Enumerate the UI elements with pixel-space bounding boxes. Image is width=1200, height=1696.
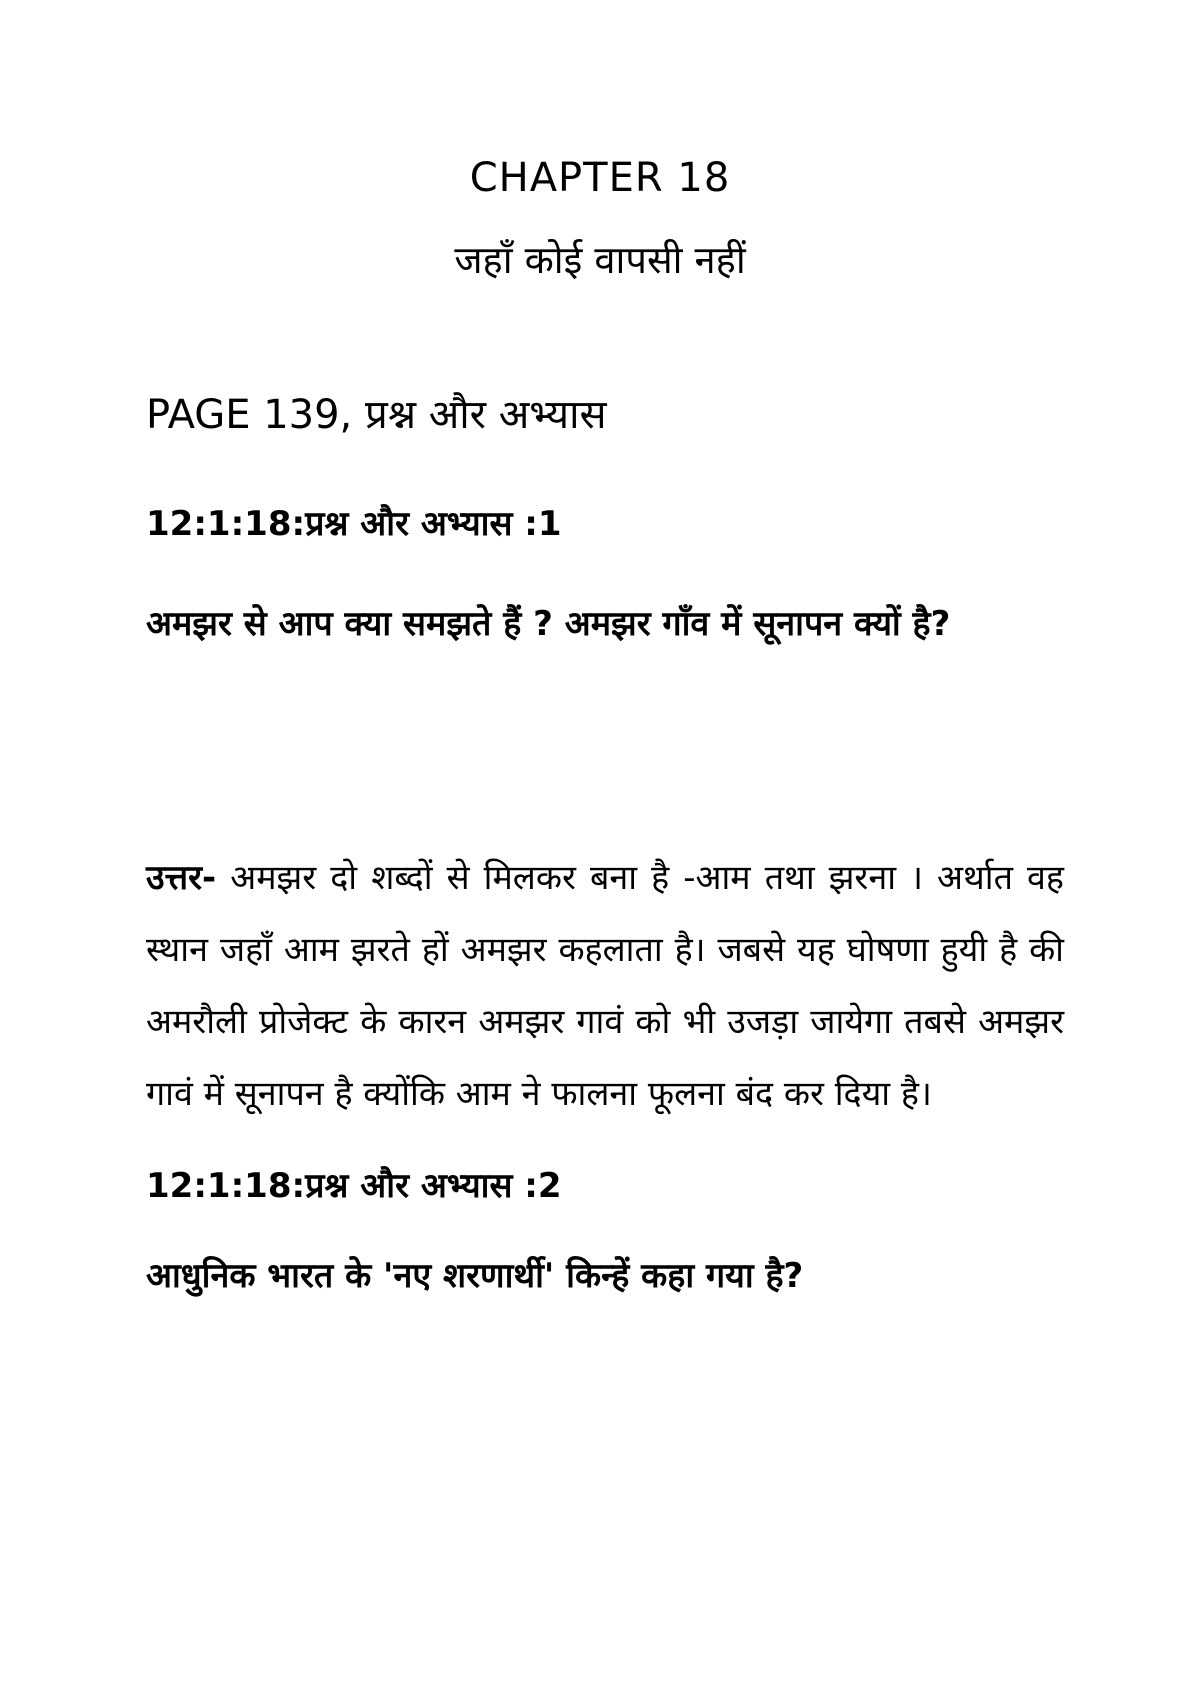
question-1-id: 12:1:18:प्रश्न और अभ्यास :1	[146, 504, 562, 544]
section-heading: PAGE 139, प्रश्न और अभ्यास	[146, 392, 607, 438]
question-1-text: अमझर से आप क्या समझते हैं ? अमझर गाँव में सूनापन क्यों है?	[146, 604, 951, 644]
question-2-id: 12:1:18:प्रश्न और अभ्यास :2	[146, 1166, 562, 1206]
answer-1	[146, 842, 1064, 1130]
answer-label: उत्तर-	[146, 858, 217, 898]
answer-1-text: अमझर दो शब्दों से मिलकर बना है -आम तथा झरना । अर्थात वह स्थान जहाँ आम झरते हों अमझर कहलाता है। जबसे यह घोषणा हुयी है की अमरौली प्रोजेक्ट के कारन अमझर गावं को भी उजड़ा जायेगा तबसे अमझर गावं में सूनापन है क्योंकि आम ने फालना फूलना बंद कर दिया है।	[146, 858, 1064, 1114]
chapter-subtitle: जहाँ कोई वापसी नहीं	[454, 238, 746, 282]
question-2-text: आधुनिक भारत के 'नए शरणार्थी' किन्हें कहा गया है?	[146, 1256, 804, 1296]
chapter-title: CHAPTER 18	[469, 155, 731, 201]
